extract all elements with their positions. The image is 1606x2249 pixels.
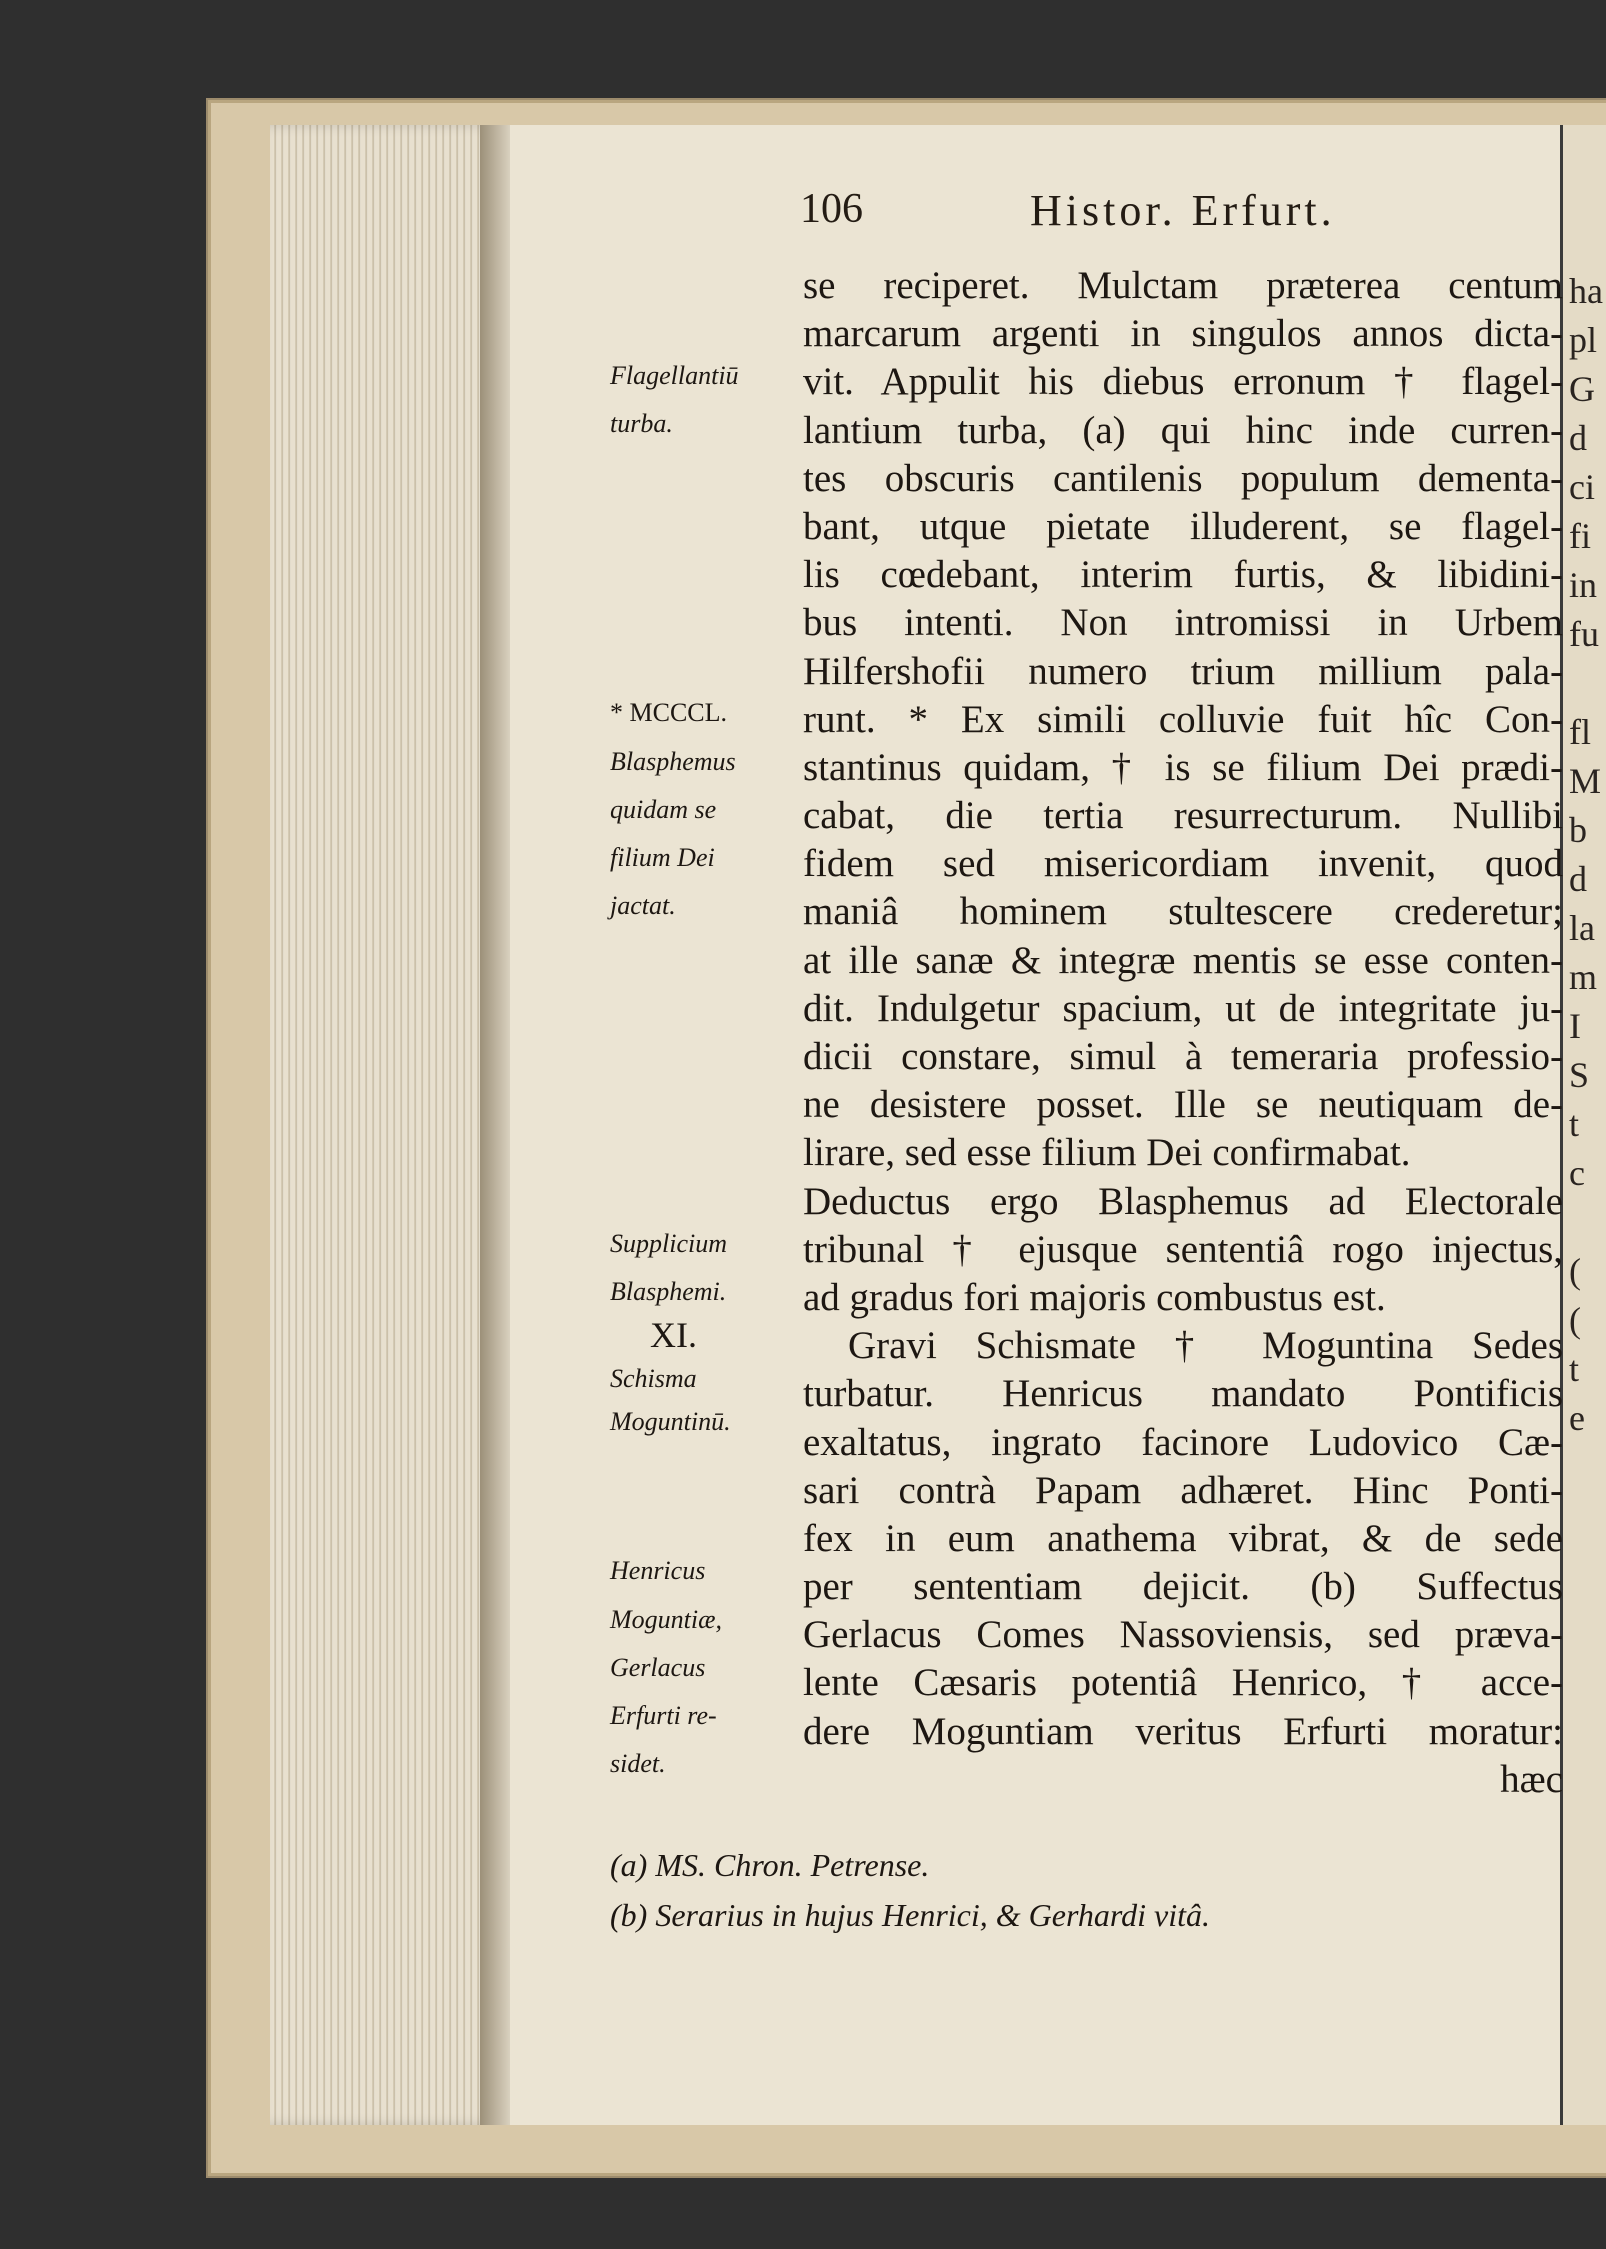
margin-note: jactat. xyxy=(610,891,676,921)
page-number: 106 xyxy=(800,186,863,232)
margin-note: XI. xyxy=(650,1315,697,1356)
facing-page-fragment: t xyxy=(1569,1104,1580,1144)
text-line: fidem sed misericordiam invenit, quod xyxy=(803,842,1563,886)
text-line: per sententiam dejicit. (b) Suffectus xyxy=(803,1565,1563,1609)
footnote-b: (b) Serarius in hujus Henrici, & Gerhardi vitâ. xyxy=(610,1897,1210,1933)
text-line: cabat, die tertia resurrecturum. Nullibi xyxy=(803,794,1563,838)
text-line: at ille sanæ & integræ mentis se esse conten- xyxy=(803,938,1563,982)
margin-note: Flagellantiū xyxy=(610,361,739,390)
text-line: fex in eum anathema vibrat, & de sede xyxy=(803,1516,1563,1560)
main-text xyxy=(803,262,1563,1804)
text-line: tribunal † ejusque sententiâ rogo injectus, xyxy=(803,1227,1563,1271)
text-line: dere Moguntiam veritus Erfurti moratur: xyxy=(803,1709,1563,1753)
text-line: runt. * Ex simili colluvie fuit hîc Con- xyxy=(803,697,1563,741)
facing-page-fragment: M xyxy=(1569,761,1602,801)
facing-page-fragment: t xyxy=(1569,1349,1580,1389)
text-line: hæc xyxy=(1500,1757,1563,1801)
text-line: sari contrà Papam adhæret. Hinc Ponti- xyxy=(803,1468,1563,1512)
facing-page xyxy=(1560,125,1606,2125)
margin-note: Moguntinū. xyxy=(610,1406,731,1436)
footnote-a: (a) MS. Chron. Petrense. xyxy=(610,1847,930,1883)
facing-page-fragment: ha xyxy=(1569,271,1603,311)
facing-page-fragment: e xyxy=(1569,1398,1585,1438)
facing-page-fragment: c xyxy=(1569,1153,1585,1193)
facing-page-fragment: fu xyxy=(1569,614,1599,654)
facing-page-fragment: G xyxy=(1569,369,1595,409)
text-line: maniâ hominem stultescere crederetur; xyxy=(803,890,1563,934)
margin-note: sidet. xyxy=(610,1749,666,1779)
text-line: tes obscuris cantilenis populum dementa- xyxy=(803,456,1563,500)
facing-page-fragment: ( xyxy=(1569,1300,1581,1340)
text-line: ne desistere posset. Ille se neutiquam de- xyxy=(803,1083,1563,1127)
facing-page-fragment: fi xyxy=(1569,516,1591,556)
text-line: lantium turba, (a) qui hinc inde curren- xyxy=(803,408,1563,452)
facing-page-fragment: I xyxy=(1569,1006,1581,1046)
facing-page-fragment: b xyxy=(1569,810,1587,850)
facing-page-fragment: d xyxy=(1569,418,1587,458)
margin-note: * MCCCL. xyxy=(610,698,728,728)
text-line: lente Cæsaris potentiâ Henrico, † acce- xyxy=(803,1661,1563,1705)
text-line: bant, utque pietate illuderent, se flagel- xyxy=(803,504,1563,548)
facing-page-fragment: ci xyxy=(1569,467,1595,507)
facing-page-fragment: ( xyxy=(1569,1251,1581,1291)
page-gutter xyxy=(480,125,510,2125)
text-line: Gravi Schismate † Moguntina Sedes xyxy=(848,1324,1563,1368)
text-line: Deductus ergo Blasphemus ad Electorale xyxy=(803,1179,1563,1223)
margin-note: Schisma xyxy=(610,1363,697,1393)
margin-note: Henricus xyxy=(610,1556,706,1586)
text-line: Gerlacus Comes Nassoviensis, sed præva- xyxy=(803,1613,1563,1657)
margin-note: Gerlacus xyxy=(610,1652,706,1682)
text-line: Hilfershofii numero trium millium pala- xyxy=(803,649,1563,693)
facing-page-fragment: pl xyxy=(1569,320,1598,360)
running-head: Histor. Erfurt. xyxy=(1030,186,1336,235)
facing-page-fragment: d xyxy=(1569,859,1587,899)
text-line: vit. Appulit his diebus erronum † flagel- xyxy=(803,360,1563,404)
margin-note: quidam se xyxy=(610,794,717,824)
text-line: bus intenti. Non intromissi in Urbem xyxy=(803,601,1563,645)
facing-page-fragment: in xyxy=(1569,565,1598,605)
margin-note: Blasphemus xyxy=(610,746,736,776)
text-line: lirare, sed esse filium Dei confirmabat. xyxy=(803,1131,1411,1175)
facing-page-fragment: la xyxy=(1569,908,1595,948)
margin-note: filium Dei xyxy=(610,843,715,872)
text-line: dicii constare, simul à temeraria professio- xyxy=(803,1035,1563,1078)
margin-note: Moguntiæ, xyxy=(610,1604,722,1634)
margin-note: Blasphemi. xyxy=(610,1276,727,1306)
facing-page-fragment: fl xyxy=(1569,712,1591,752)
text-line: exaltatus, ingrato facinore Ludovico Cæ- xyxy=(803,1420,1563,1464)
facing-page-fragment: S xyxy=(1569,1055,1590,1095)
margin-note: Supplicium xyxy=(610,1228,727,1258)
footnotes xyxy=(610,1840,1210,1940)
margin-note: turba. xyxy=(610,409,673,439)
margin-note: Erfurti re- xyxy=(610,1700,717,1730)
text-line: dit. Indulgetur spacium, ut de integritate ju- xyxy=(803,986,1563,1030)
page-edges xyxy=(270,125,500,2125)
text-line: se reciperet. Mulctam præterea centum xyxy=(803,264,1563,307)
text-line: lis cœdebant, interim furtis, & libidini- xyxy=(803,553,1563,597)
text-line: stantinus quidam, † is se filium Dei prædi- xyxy=(803,745,1563,789)
facing-page-fragment: m xyxy=(1569,957,1598,997)
text-line: ad gradus fori majoris combustus est. xyxy=(803,1275,1386,1319)
text-line: turbatur. Henricus mandato Pontificis xyxy=(803,1372,1563,1416)
text-line: marcarum argenti in singulos annos dicta- xyxy=(803,312,1563,356)
